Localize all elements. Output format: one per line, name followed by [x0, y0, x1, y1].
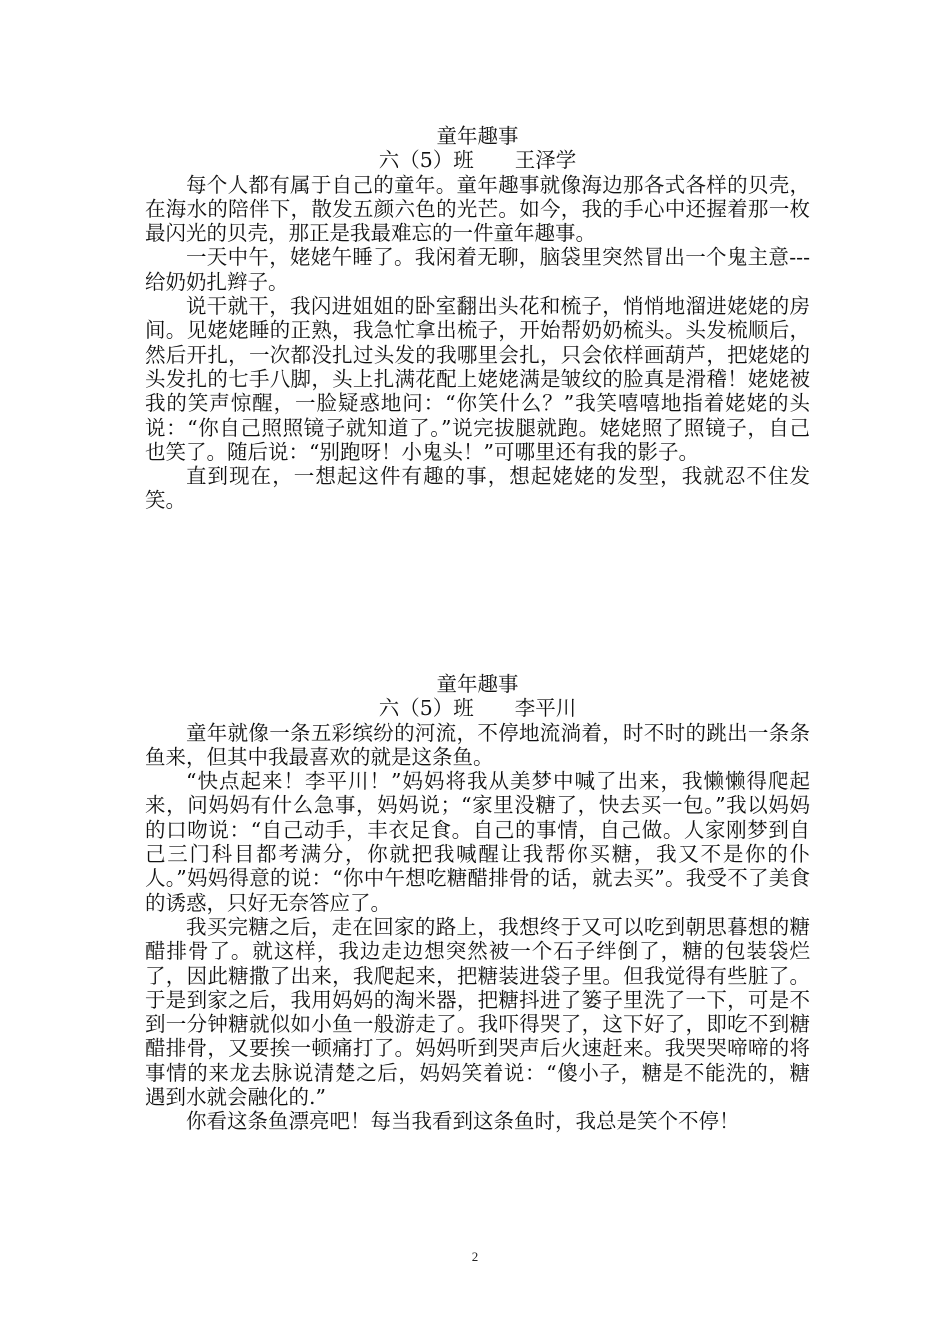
paragraph: 你看这条鱼漂亮吧！每当我看到这条鱼时，我总是笑个不停！: [186, 1109, 740, 1134]
essay-title: 童年趣事: [436, 672, 519, 696]
paragraph: 说干就干，我闪进姐姐的卧室翻出头花和梳子，悄悄地溜进姥姥的房间。见姥姥睡的正熟，我急忙拿出梳子，开始帮奶奶梳头。头发梳顺后，然后开扎，一次都没扎过头发的我哪里会扎，只会依样画葫芦，把姥姥的头发扎的七手八脚，头上扎满花配上姥姥满是皱纹的脸真是滑稽！姥姥被我的笑声惊醒，一脸疑惑地问：“你笑什么？”我笑嘻嘻地指着姥姥的头说：“你自己照照镜子就知道了。”说完拔腿就跑。姥姥照了照镜子，自己也笑了。随后说：“别跑呀！小鬼头！”可哪里还有我的影子。: [145, 294, 810, 464]
essay-byline: 六（5）班 王泽学: [378, 148, 577, 173]
paragraph: 一天中午，姥姥午睡了。我闲着无聊，脑袋里突然冒出一个鬼主意---给奶奶扎辫子。: [145, 245, 810, 294]
essay-1: [145, 124, 810, 513]
paragraph: 每个人都有属于自己的童年。童年趣事就像海边那各式各样的贝壳，在海水的陪伴下，散发五颜六色的光芒。如今，我的手心中还握着那一枚最闪光的贝壳，那正是我最难忘的一件童年趣事。: [145, 172, 810, 246]
page-number: 2: [471, 1249, 479, 1264]
paragraph: “快点起来！李平川！”妈妈将我从美梦中喊了出来，我懒懒得爬起来，问妈妈有什么急事，妈妈说；“家里没糖了，快去买一包。”我以妈妈的口吻说：“自己动手，丰衣足食。自己的事情，自己做。人家刚梦到自己三门科目都考满分，你就把我喊醒让我帮你买糖，我又不是你的仆人。”妈妈得意的说：“你中午想吃糖醋排骨的话，就去买”。我受不了美食的诱惑，只好无奈答应了。: [145, 769, 810, 915]
paragraph: 直到现在，一想起这件有趣的事，想起姥姥的发型，我就忍不住发笑。: [145, 464, 810, 513]
essay-2: [145, 672, 810, 1134]
paragraph: 我买完糖之后，走在回家的路上，我想终于又可以吃到朝思暮想的糖醋排骨了。就这样，我边走边想突然被一个石子绊倒了，糖的包装袋烂了，因此糖撒了出来，我爬起来，把糖装进袋子里。但我觉得有些脏了。于是到家之后，我用妈妈的淘米器，把糖抖进了篓子里洗了一下，可是不到一分钟糖就似如小鱼一般游走了。我吓得哭了，这下好了，即吃不到糖醋排骨，又要挨一顿痛打了。妈妈听到哭声后火速赶来。我哭哭啼啼的将事情的来龙去脉说清楚之后，妈妈笑着说：“傻小子，糖是不能洗的，糖遇到水就会融化的.”: [145, 914, 810, 1110]
paragraph: 童年就像一条五彩缤纷的河流，不停地流淌着，时不时的跳出一条条鱼来，但其中我最喜欢的就是这条鱼。: [145, 720, 810, 769]
essay-byline: 六（5）班 李平川: [378, 696, 577, 721]
essay-title: 童年趣事: [436, 124, 519, 148]
